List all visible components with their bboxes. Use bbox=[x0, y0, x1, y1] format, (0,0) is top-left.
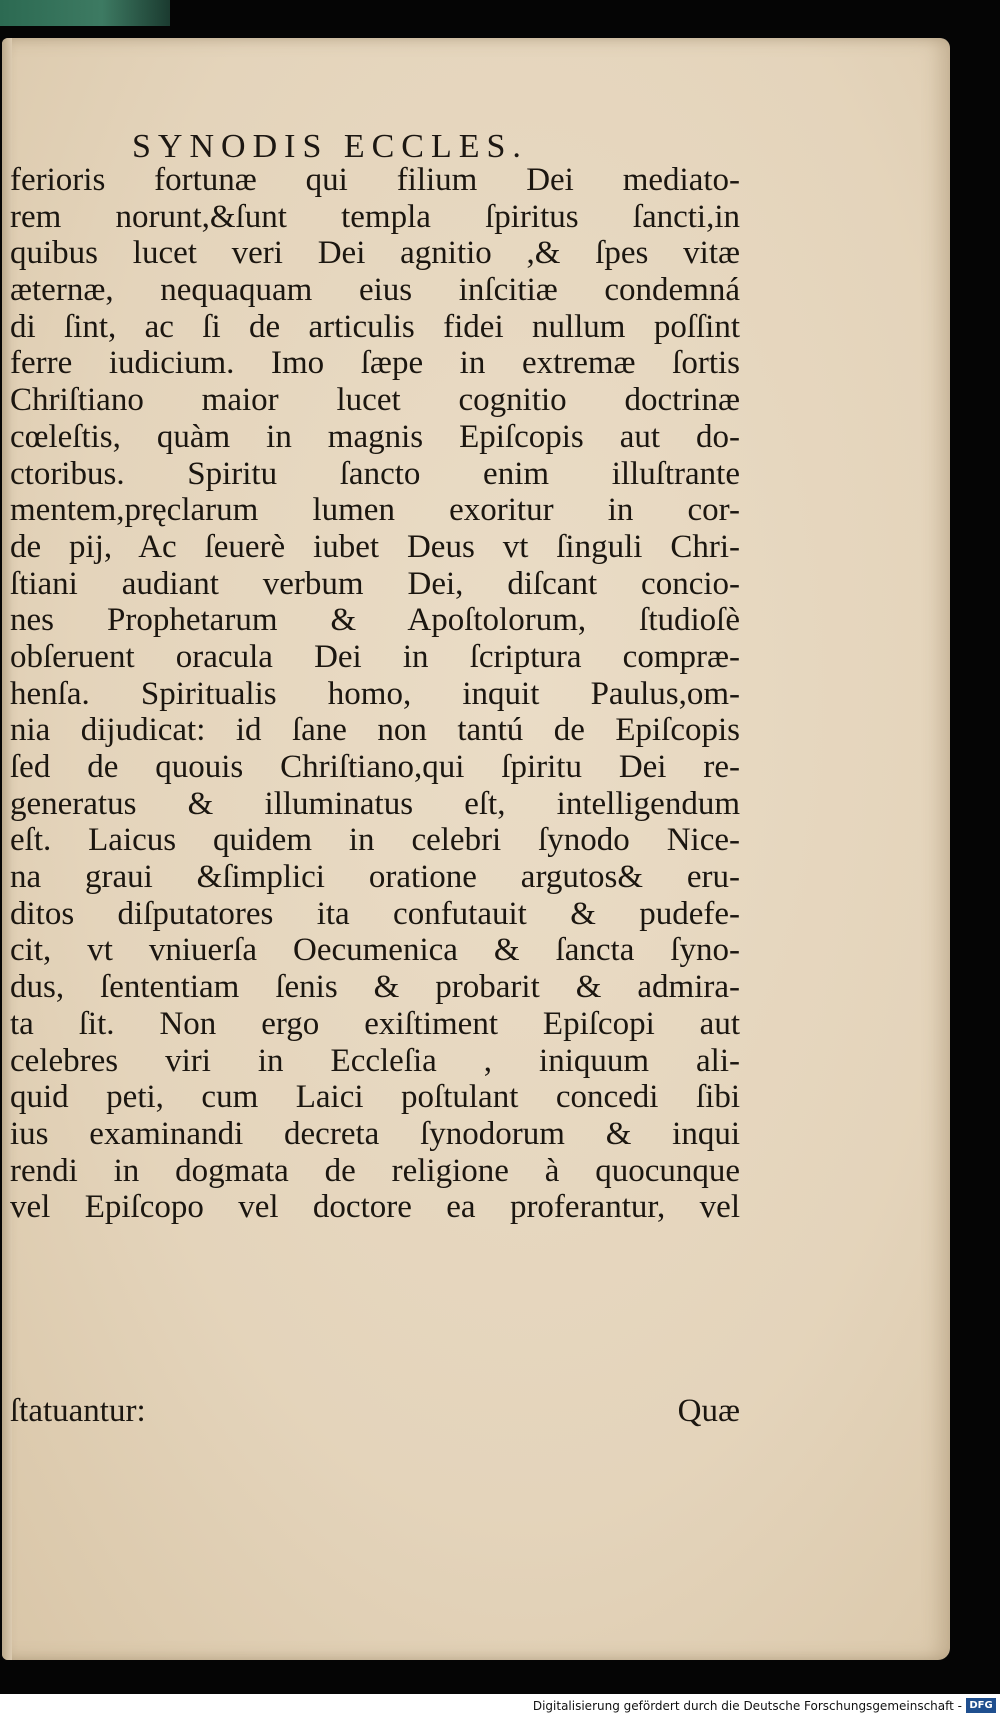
text-line: vel Epiſcopo vel doctore ea proferantur, vel bbox=[10, 1189, 740, 1226]
text-line: ius examinandi decreta ſynodorum & inqui bbox=[10, 1115, 740, 1152]
text-line: quid peti, cum Laici poſtulant concedi ſibi bbox=[10, 1079, 740, 1116]
text-line: ferre iudicium. Imo ſæpe in extremæ ſortis bbox=[10, 345, 740, 382]
body-text bbox=[10, 162, 740, 1226]
text-line: obſeruent oracula Dei in ſcriptura compræ- bbox=[10, 638, 740, 675]
running-head: SYNODIS ECCLES. bbox=[132, 128, 528, 165]
text-line: nia dijudicat: id ſane non tantú de Epiſcopis bbox=[10, 712, 740, 749]
text-line: di ſint, ac ſi de articulis fidei nullum poſſint bbox=[10, 308, 740, 345]
text-line: celebres viri in Eccleſia , iniquum ali- bbox=[10, 1042, 740, 1079]
text-line: de pij, Ac ſeuerè iubet Deus vt ſinguli Chri- bbox=[10, 528, 740, 565]
text-line: æternæ, nequaquam eius inſcitiæ condemná bbox=[10, 272, 740, 309]
text-line: Chriſtiano maior lucet cognitio doctrinæ bbox=[10, 382, 740, 419]
text-line: ctoribus. Spiritu ſancto enim illuſtrante bbox=[10, 455, 740, 492]
final-line-row bbox=[10, 1392, 740, 1430]
text-line: rendi in dogmata de religione à quocunque bbox=[10, 1152, 740, 1189]
text-line: henſa. Spiritualis homo, inquit Paulus,om- bbox=[10, 675, 740, 712]
text-line: ta ſit. Non ergo exiſtiment Epiſcopi aut bbox=[10, 1005, 740, 1042]
dfg-logo: DFG bbox=[966, 1698, 996, 1713]
text-line: dus, ſententiam ſenis & probarit & admira- bbox=[10, 969, 740, 1006]
scan-edge-strip bbox=[0, 0, 170, 26]
digitization-footer bbox=[0, 1694, 1000, 1716]
text-line: na graui &ſimplici oratione argutos& eru- bbox=[10, 859, 740, 896]
funding-credit: Digitalisierung gefördert durch die Deutsche Forschungsgemeinschaft - bbox=[532, 1699, 962, 1713]
text-line: mentem,pręclarum lumen exoritur in cor- bbox=[10, 492, 740, 529]
text-line: ſtiani audiant verbum Dei, diſcant concio- bbox=[10, 565, 740, 602]
text-line: cit, vt vniuerſa Oecumenica & ſancta ſyno- bbox=[10, 932, 740, 969]
text-line: eſt. Laicus quidem in celebri ſynodo Nice- bbox=[10, 822, 740, 859]
text-line: ferioris fortunæ qui filium Dei mediato- bbox=[10, 162, 740, 198]
text-line: nes Prophetarum & Apoſtolorum, ſtudioſè bbox=[10, 602, 740, 639]
text-line: generatus & illuminatus eſt, intelligendum bbox=[10, 785, 740, 822]
book-page bbox=[2, 38, 950, 1660]
text-line: cœleſtis, quàm in magnis Epiſcopis aut do- bbox=[10, 418, 740, 455]
text-line: ſed de quouis Chriſtiano,qui ſpiritu Dei re- bbox=[10, 749, 740, 785]
text-line: ditos diſputatores ita confutauit & pudefe- bbox=[10, 895, 740, 932]
text-line: quibus lucet veri Dei agnitio ,& ſpes vitæ bbox=[10, 235, 740, 272]
catchword: Quæ bbox=[677, 1393, 740, 1429]
text-line: rem norunt,&ſunt templa ſpiritus ſancti,in bbox=[10, 198, 740, 235]
last-text-line: ſtatuantur: bbox=[10, 1393, 146, 1429]
